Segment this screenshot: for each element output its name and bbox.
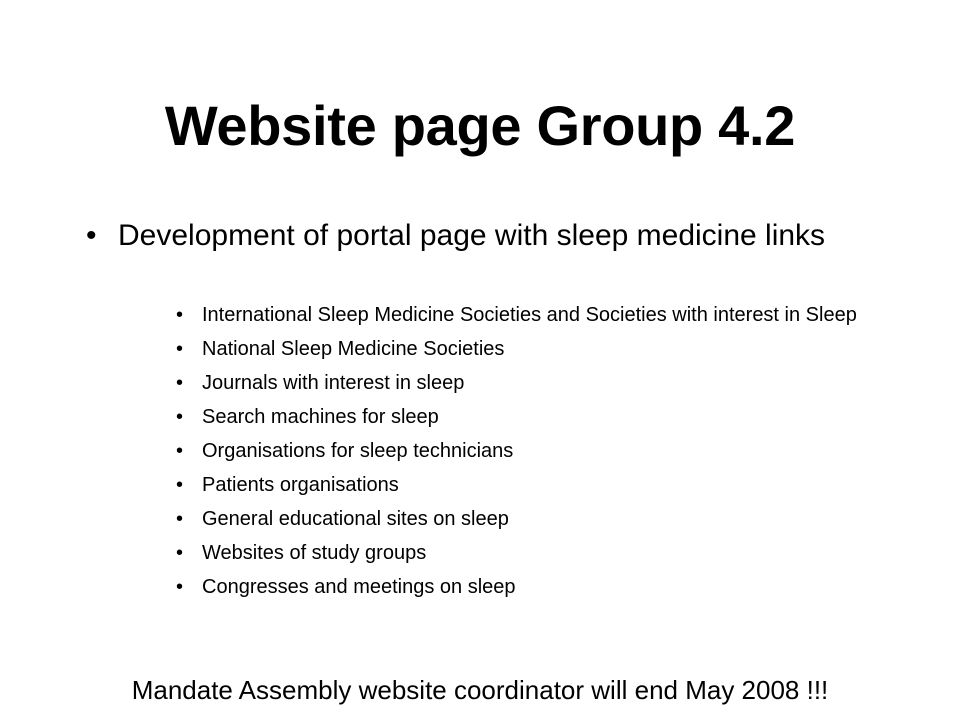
sub-bullet-text: International Sleep Medicine Societies and Societies with interest in Sleep xyxy=(202,304,857,326)
sub-bullet-text: Journals with interest in sleep xyxy=(202,372,465,394)
main-bullet-text: Development of portal page with sleep medicine links xyxy=(118,219,826,252)
sub-bullet-item xyxy=(176,372,886,395)
bullet-icon: • xyxy=(176,372,184,394)
sub-bullet-item xyxy=(176,474,886,497)
bullet-icon: • xyxy=(176,542,184,564)
sub-bullet-item xyxy=(176,338,886,361)
bullet-icon: • xyxy=(176,576,184,598)
sub-bullet-item xyxy=(176,440,886,463)
sub-bullet-item xyxy=(176,406,886,429)
bullet-icon: • xyxy=(176,338,184,360)
main-bullet xyxy=(86,218,866,254)
sub-bullet-text: National Sleep Medicine Societies xyxy=(202,338,505,360)
sub-bullet-item xyxy=(176,508,886,531)
bullet-icon: • xyxy=(176,508,184,530)
bullet-icon: • xyxy=(86,219,97,252)
sub-bullet-item xyxy=(176,304,886,327)
sub-bullet-item xyxy=(176,576,886,599)
sub-bullet-text: Congresses and meetings on sleep xyxy=(202,576,516,598)
bullet-icon: • xyxy=(176,406,184,428)
bullet-icon: • xyxy=(176,474,184,496)
sub-bullet-text: Search machines for sleep xyxy=(202,406,439,428)
bullet-icon: • xyxy=(176,304,184,326)
sub-bullet-list xyxy=(176,304,886,610)
footer-note: Mandate Assembly website coordinator will end May 2008 !!! xyxy=(131,675,829,705)
sub-bullet-text: General educational sites on sleep xyxy=(202,508,509,530)
slide-title: Website page Group 4.2 xyxy=(164,94,796,157)
sub-bullet-text: Patients organisations xyxy=(202,474,399,496)
sub-bullet-item xyxy=(176,542,886,565)
sub-bullet-text: Websites of study groups xyxy=(202,542,427,564)
sub-bullet-text: Organisations for sleep technicians xyxy=(202,440,514,462)
bullet-icon: • xyxy=(176,440,184,462)
